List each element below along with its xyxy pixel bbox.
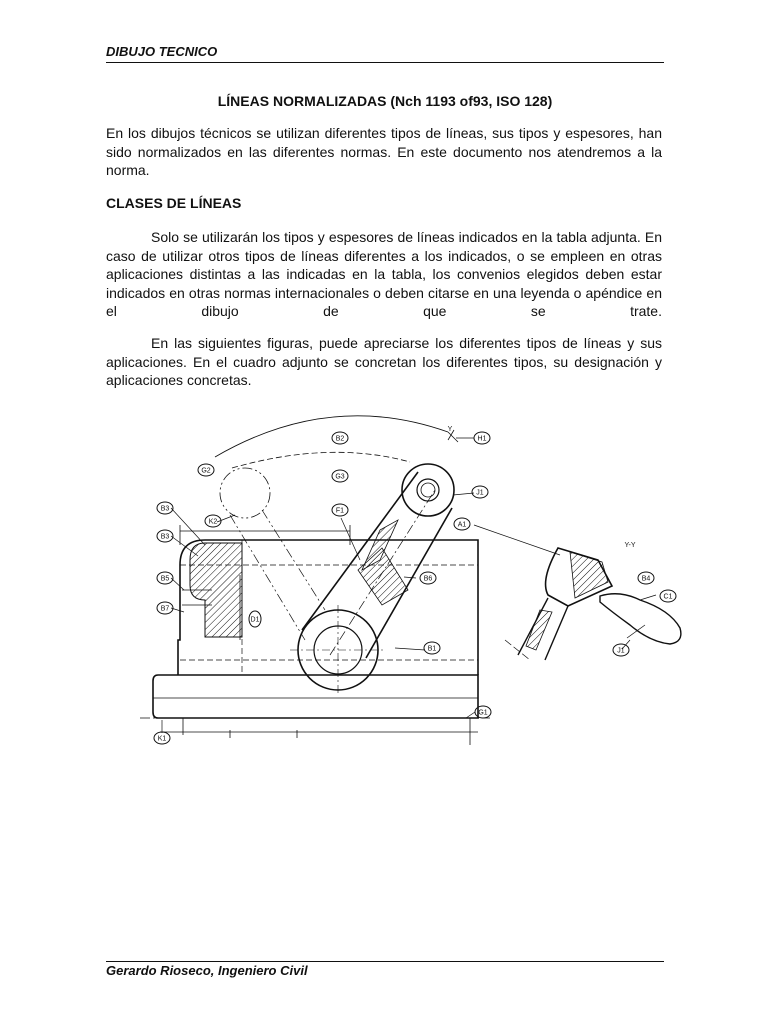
label-g1 (475, 706, 491, 718)
intro-paragraph: En los dibujos técnicos se utilizan diferentes tipos de líneas, sus tipos y espesores, han sido normalizados en las diferentes normas. En este documento nos atendremos a la norma. (106, 125, 662, 178)
svg-text:G2: G2 (201, 467, 211, 475)
upper-block (178, 540, 478, 675)
label-b2 (332, 432, 348, 444)
label-b3 (157, 530, 173, 542)
svg-text:B3: B3 (160, 505, 170, 513)
base-plate (140, 675, 490, 718)
travel-arc (232, 452, 410, 468)
svg-text:B6: B6 (423, 575, 433, 583)
handle-detail (505, 548, 681, 660)
svg-text:B1: B1 (427, 645, 437, 653)
label-b1 (424, 642, 440, 654)
dimension-arc (215, 416, 448, 457)
svg-text:B7: B7 (160, 605, 170, 613)
page-title: LÍNEAS NORMALIZADAS (Nch 1193 of93, ISO 128) (217, 93, 553, 109)
svg-text:K2: K2 (208, 518, 218, 526)
section-label-yy: Y-Y (624, 542, 636, 549)
svg-text:B3: B3 (160, 533, 170, 541)
svg-text:B5: B5 (160, 575, 170, 583)
label-b3-top (157, 502, 173, 514)
label-j1b (613, 644, 629, 656)
section-mark-y: Y (447, 426, 453, 433)
svg-text:D1: D1 (250, 616, 260, 624)
label-b5 (157, 572, 173, 584)
label-a1 (454, 518, 470, 530)
upper-pivot-circle (402, 464, 454, 516)
label-d1 (249, 611, 261, 627)
label-b7 (157, 602, 173, 614)
svg-text:G1: G1 (478, 709, 488, 717)
label-c1 (660, 590, 676, 602)
footer-label: Gerardo Rioseco, Ingeniero Civil (106, 963, 308, 978)
svg-text:H1: H1 (477, 435, 487, 443)
label-j1a (472, 486, 488, 498)
label-k1 (154, 732, 170, 744)
svg-text:B4: B4 (641, 575, 651, 583)
label-b4 (638, 572, 654, 584)
label-b6 (420, 572, 436, 584)
label-h1 (474, 432, 490, 444)
svg-text:G3: G3 (335, 473, 345, 481)
paragraph-figures: En las siguientes figuras, puede apreciarse los diferentes tipos de líneas y sus aplicaciones. En el cuadro adjunto se concretan los diferentes tipos, su designación y aplicaciones concretas. (106, 335, 662, 388)
footer-rule (106, 961, 664, 962)
svg-text:J1: J1 (476, 489, 484, 497)
section-title: CLASES DE LÍNEAS (106, 195, 242, 211)
label-f1 (332, 504, 348, 516)
lower-pivot-circle (290, 605, 386, 695)
header-label: DIBUJO TECNICO (106, 44, 218, 59)
svg-text:J1: J1 (617, 647, 625, 655)
svg-text:B2: B2 (335, 435, 345, 443)
svg-text:A1: A1 (457, 521, 467, 529)
label-g3 (332, 470, 348, 482)
svg-text:F1: F1 (335, 507, 345, 515)
label-k2 (205, 515, 221, 527)
paragraph-line-types: Solo se utilizarán los tipos y espesores de líneas indicados en la tabla adjunta. En caso de utilizar otros tipos de líneas diferentes a los indicados, o se empleen en otras aplicaciones distintas a las indicadas en la tabla, los convenios elegidos deben estar indicados en otras normas internacionales o deben citarse en una leyenda o apéndice en el dibujo de que se trate. (106, 229, 662, 319)
svg-text:K1: K1 (157, 735, 167, 743)
svg-text:C1: C1 (663, 593, 673, 601)
label-g2 (198, 464, 214, 476)
